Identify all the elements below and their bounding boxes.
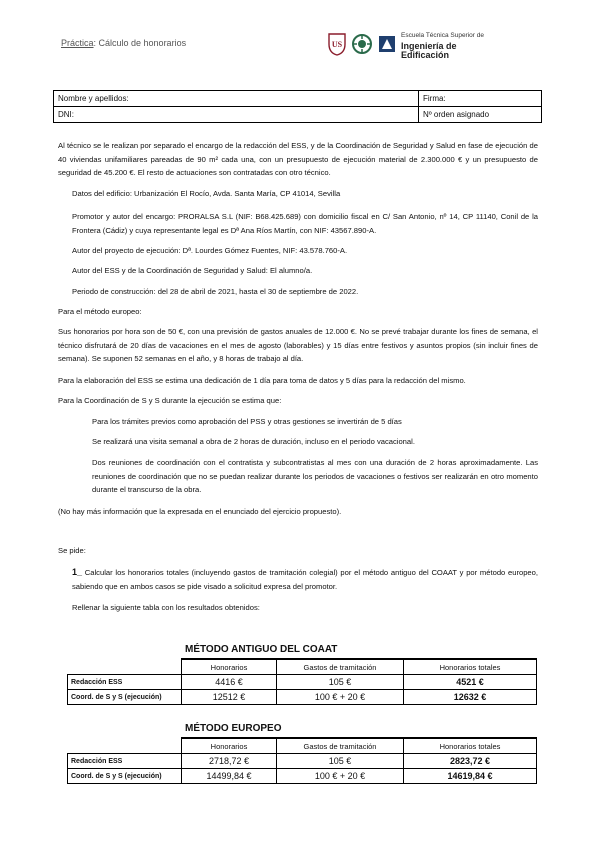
old-method-title: MÉTODO ANTIGUO DEL COAAT — [185, 644, 338, 655]
dni-label: DNI: — [54, 107, 419, 123]
se-pide-label: Se pide: — [58, 546, 86, 555]
institution-logos — [327, 30, 507, 58]
us-logo-icon — [327, 32, 347, 56]
table-row — [68, 769, 537, 784]
order-number-label: Nº orden asignado — [419, 107, 542, 123]
table-row — [68, 754, 537, 769]
name-label: Nombre y apellidos: — [54, 91, 419, 107]
coordination-intro: Para la Coordinación de S y S durante la ejecución se estima que: — [58, 396, 282, 405]
total-cell: 2823,72 € — [404, 754, 537, 769]
us-logo-text: US — [331, 40, 343, 49]
task-text: Calcular los honorarios totales (incluyendo gastos de tramitación colegial) por el método antiguo del COAAT y por método europeo, sabiendo que en ambos casos se pide visado a solicitud expresa del promotor. — [72, 568, 538, 591]
fees-cell: 4416 € — [182, 675, 277, 690]
practice-label: Práctica — [61, 38, 94, 48]
school-emblem-icon — [377, 34, 397, 54]
fees-cell: 2718,72 € — [182, 754, 277, 769]
table-row — [54, 107, 542, 123]
intro-paragraph: Al técnico se le realizan por separado el encargo de la redacción del ESS, y de la Coordinación de Seguridad y Salud en fase de ejecución de 40 viviendas unifamiliares pareadas de 90 m² cada una, con un presupuesto de ejecución material de 2.300.000 € y un presupuesto de seguridad de 45.200 €. El resto de actuaciones son contratadas con otro técnico. — [58, 141, 538, 178]
school-line-1: Escuela Técnica Superior de — [401, 32, 484, 39]
practice-title: : Cálculo de honorarios — [93, 38, 187, 48]
processing-cell: 105 € — [277, 675, 404, 690]
document-header — [61, 38, 186, 48]
table-row — [68, 675, 537, 690]
european-method-title: MÉTODO EUROPEO — [185, 723, 282, 734]
upm-logo-icon — [351, 33, 373, 55]
coordination-item-1: Para los trámites previos como aprobación del PSS y otras gestiones se invertirán de 5 días — [92, 417, 402, 426]
row-label: Coord. de S y S (ejecución) — [68, 690, 182, 705]
fill-table-instruction: Rellenar la siguiente tabla con los resultados obtenidos: — [72, 603, 260, 612]
ess-dedication: Para la elaboración del ESS se estima una dedicación de 1 día para toma de datos y 5 días para la redacción del mismo. — [58, 376, 466, 385]
processing-cell: 100 € + 20 € — [277, 769, 404, 784]
column-header: Honorarios totales — [404, 659, 537, 675]
old-method-table — [67, 658, 537, 705]
column-header: Honorarios — [182, 738, 277, 754]
promoter-data: Promotor y autor del encargo: PRORALSA S.L (NIF: B68.425.689) con domicilio fiscal en C/ San Antonio, nº 14, CP 11140, Conil de la Frontera (Cádiz) y cuya representante legal es Dª Ana Ríos Martín, con NIF: 43567.890-A. — [72, 212, 538, 235]
student-id-table — [53, 90, 542, 123]
building-data: Datos del edificio: Urbanización El Rocío, Avda. Santa María, CP 41014, Sevilla — [72, 189, 341, 198]
column-header: Gastos de tramitación — [277, 659, 404, 675]
processing-cell: 100 € + 20 € — [277, 690, 404, 705]
no-more-info-note: (No hay más información que la expresada en el enunciado del ejercicio propuesto). — [58, 507, 342, 516]
school-line-2: Ingeniería de Edificación — [401, 40, 457, 60]
row-label: Coord. de S y S (ejecución) — [68, 769, 182, 784]
total-cell: 12632 € — [404, 690, 537, 705]
coordination-item-3: Dos reuniones de coordinación con el contratista y subcontratistas al mes con una duración de 2 horas aproximadamente. Las reuniones de coordinación que no se puedan realizar durante los periodos de vacaciones o festivos ser realizarán en otro momento durante el transcurso de la obra. — [92, 458, 538, 495]
european-method-table — [67, 737, 537, 784]
total-cell: 14619,84 € — [404, 769, 537, 784]
task-number: 1_ — [72, 567, 83, 577]
table-header-row — [68, 738, 537, 754]
column-header: Honorarios — [182, 659, 277, 675]
row-label: Redacción ESS — [68, 675, 182, 690]
table-row — [68, 690, 537, 705]
ess-author: Autor del ESS y de la Coordinación de Seguridad y Salud: El alumno/a. — [72, 266, 313, 275]
fees-paragraph: Sus honorarios por hora son de 50 €, con una previsión de gastos anuales de 12.000 €. No se prevé trabajar durante los fines de semana, el técnico disfrutará de 20 días de vacaciones en el mes de agosto (laborables) y 15 días entre festivos y asuntos propios (sin incluir fines de semana). Se suponen 52 semanas en el año, y 8 horas de trabajo al día. — [58, 327, 538, 364]
fees-cell: 14499,84 € — [182, 769, 277, 784]
signature-label: Firma: — [419, 91, 542, 107]
construction-period: Periodo de construcción: del 28 de abril de 2021, hasta el 30 de septiembre de 2022. — [72, 287, 359, 296]
row-label: Redacción ESS — [68, 754, 182, 769]
fees-cell: 12512 € — [182, 690, 277, 705]
table-header-row — [68, 659, 537, 675]
processing-cell: 105 € — [277, 754, 404, 769]
school-name — [401, 33, 507, 60]
task-paragraph — [72, 566, 538, 593]
european-method-intro: Para el método europeo: — [58, 307, 142, 316]
column-header: Honorarios totales — [404, 738, 537, 754]
coordination-item-2: Se realizará una visita semanal a obra de 2 horas de duración, incluso en el periodo vacacional. — [92, 437, 415, 446]
table-row — [54, 91, 542, 107]
total-cell: 4521 € — [404, 675, 537, 690]
project-author: Autor del proyecto de ejecución: Dª. Lourdes Gómez Fuentes, NIF: 43.578.760-A. — [72, 246, 348, 255]
column-header: Gastos de tramitación — [277, 738, 404, 754]
